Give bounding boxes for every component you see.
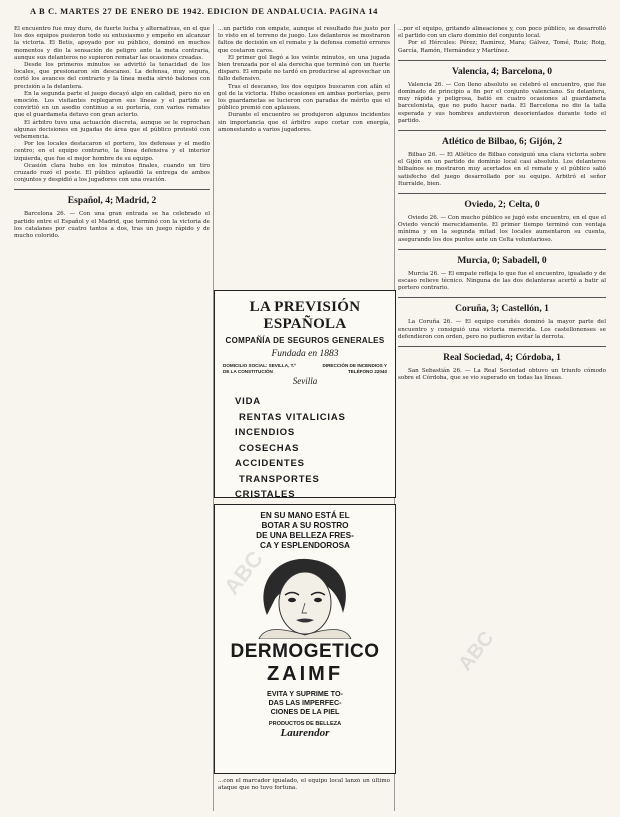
abc-watermark: ABC bbox=[454, 627, 499, 676]
article-paragraph: ...por el equipo, gritando alineaciones y, con poco público, se desarrolló el partido con un claro dominio del conjunto local. bbox=[398, 26, 606, 40]
divider bbox=[14, 189, 210, 190]
product-item: COSECHAS bbox=[239, 442, 300, 454]
article-paragraph: San Sebastián 26. — La Real Sociedad obtuvo un triunfo cómodo sobre el Córdoba, que se vio superado en todas las líneas. bbox=[398, 368, 606, 382]
divider bbox=[398, 60, 606, 61]
article-paragraph: ...con el marcador igualado, el equipo local lanzó un último ataque que no tuvo fortuna. bbox=[218, 778, 390, 792]
divider bbox=[398, 346, 606, 347]
article-paragraph: Barcelona 26. — Con una gran entrada se ha celebrado el partido entre el Español y el Madrid, que terminó con la victoria de los catalanes por cuatro tantos a dos, tras un juego rápido y de mucho colorido. bbox=[14, 211, 210, 240]
ad-pitch-line: EVITA Y SUPRIME TO- bbox=[267, 689, 343, 698]
ad-address: DOMICILIO SOCIAL: SEVILLA, T.º DE LA CONSTITUCIÓN bbox=[223, 363, 296, 374]
ad-headline bbox=[215, 511, 395, 551]
cosmetic-advert bbox=[214, 504, 396, 774]
ad-products-label: PRODUCTOS DE BELLEZA bbox=[268, 721, 342, 727]
divider bbox=[398, 249, 606, 250]
ad-headline-line: CA Y ESPLENDOROSA bbox=[260, 541, 350, 550]
product-item: CRISTALES bbox=[235, 489, 296, 501]
divider bbox=[398, 297, 606, 298]
product-item: ACCIDENTES bbox=[235, 458, 305, 470]
match-headline: Oviedo, 2; Celta, 0 bbox=[464, 200, 540, 211]
insurance-advert bbox=[214, 290, 396, 501]
product-item: RENTAS VITALICIAS bbox=[239, 411, 346, 423]
ad-brand-maker: ZAIMF bbox=[266, 663, 344, 685]
article-paragraph: Por los locales destacaron el portero, los defensas y el medio centro; en el equipo contrario, la línea defensiva y el interior izquierda, que fue el mejor hombre de su equipo. bbox=[14, 141, 210, 162]
page-header: A B C. MARTES 27 DE ENERO DE 1942. EDICION DE ANDALUCIA. PAGINA 14 bbox=[30, 6, 379, 16]
ad-title: LA PREVISIÓN ESPAÑOLA bbox=[249, 299, 361, 332]
article-paragraph: Bilbao 26. — El Atlético de Bilbao consiguió una clara victoria sobre el Gijón en un partido de dominio local casi absoluto. Los delanteros bilbaínos se mostraron muy acertados en el remate y el público salió satisfecho del juego desarrollado por su equipo. Arbitró el señor Iturralde, bien. bbox=[398, 152, 606, 187]
article-paragraph: Durante el encuentro se produjeron algunos incidentes sin importancia que el árbitro supo cortar con energía, amonestando a varios jugadores. bbox=[218, 112, 390, 133]
match-headline: Murcia, 0; Sabadell, 0 bbox=[457, 255, 547, 266]
ad-phone: DIRECCIÓN DE INCENDIOS Y TELÉFONO 22040 bbox=[322, 363, 387, 374]
product-item: VIDA bbox=[235, 396, 261, 408]
article-paragraph: La Coruña 26. — El equipo coruñés dominó la mayor parte del encuentro y consiguió una victoria merecida. Los castellonenses se defendieron con orden, pero no pudieron evitar la derrota. bbox=[398, 319, 606, 340]
ad-headline-line: DE UNA BELLEZA FRES- bbox=[256, 531, 354, 540]
middle-column-bottom-text bbox=[218, 778, 390, 814]
woman-portrait-illustration bbox=[245, 555, 365, 639]
article-paragraph: El encuentro fue muy duro, de fuerte lucha y alternativas, en el que los dos equipos pusieron todo su entusiasmo y empeño en alcanzar la victoria. El Betis, apoyado por su público, dominó en muchos momentos y dio la sensación de peligro ante la meta contraria, aunque sus delanteros no supieron rematar las ocasiones creadas. bbox=[14, 26, 210, 61]
ad-subtitle: COMPAÑÍA DE SEGUROS GENERALES bbox=[225, 336, 385, 345]
ad-founded: Fundada en 1883 bbox=[271, 349, 339, 359]
match-headline: Coruña, 3; Castellón, 1 bbox=[455, 304, 549, 315]
article-paragraph: El árbitro tuvo una actuación discreta, aunque se le reprochan algunas decisiones en jugadas de área que el público protestó con vehemencia. bbox=[14, 119, 210, 141]
ad-brand-name: DERMOGETICO bbox=[230, 641, 380, 662]
ad-headline-line: EN SU MANO ESTÁ EL bbox=[260, 511, 350, 520]
article-paragraph: Oviedo 26. — Con mucho público se jugó este encuentro, en el que el Oviedo venció merecidamente. El primer tiempo terminó con ventaja mínima y en la segunda mitad los locales aumentaron su cuenta, asegurando los dos puntos ante un Celta voluntarioso. bbox=[398, 215, 606, 243]
ad-city: Sevilla bbox=[292, 376, 318, 387]
right-column bbox=[398, 26, 606, 382]
article-paragraph: Ocasión clara hubo en los minutos finales, cuando un tiro cruzado rozó el poste. El público aplaudió la entrega de ambos conjuntos y despidió a los jugadores con una ovación. bbox=[14, 162, 210, 184]
product-item: TRANSPORTES bbox=[239, 473, 320, 485]
article-paragraph: Valencia 26. — Con lleno absoluto se celebró el encuentro, que fue dominado de principio a fin por el conjunto valenciano. Su delantera, muy rápida y peligrosa, batió en cuatro ocasiones al guardameta barcelonista, que no pudo hacer nada. El Barcelona no dio la talla esperada y sus hombres anduvieron desorientados durante todo el partido. bbox=[398, 81, 606, 124]
divider bbox=[398, 130, 606, 131]
match-headline: Atlético de Bilbao, 6; Gijón, 2 bbox=[441, 137, 563, 148]
middle-column-text bbox=[218, 26, 390, 282]
product-item: INCENDIOS bbox=[235, 427, 295, 439]
ad-pitch-line: DAS LAS IMPERFEC- bbox=[268, 698, 342, 707]
article-paragraph: Desde los primeros minutos se advirtió la tenacidad de los locales, que presionaron sin descanso. La defensa, muy segura, cortó los avances del contrario y la línea media sirvió balones con precisión a la delantera. bbox=[14, 62, 210, 90]
article-paragraph: Por el Hércules: Pérez; Ramírez, Mara; Gálvez, Tomé, Ruiz; Roig, García, Ramón, Hernández y Martínez. bbox=[398, 40, 606, 54]
article-paragraph: El primer gol llegó a los veinte minutos, en una jugada bien trenzada por el ala derecha que terminó con un fuerte disparo. El empate no tardó en producirse al aprovechar un fallo defensivo. bbox=[218, 54, 390, 83]
ad-pitch-line: CIONES DE LA PIEL bbox=[270, 707, 340, 716]
ad-pitch bbox=[215, 689, 395, 716]
left-column bbox=[14, 26, 210, 240]
article-paragraph: ...un partido con empate, aunque el resultado fue justo por lo visto en el terreno de juego. Los delanteros se mostraron faltos de decisión en el remate y la defensa cometió errores que costaron caros. bbox=[218, 26, 390, 54]
ad-headline-line: BOTAR A SU ROSTRO bbox=[261, 521, 349, 530]
match-headline: Español, 4; Madrid, 2 bbox=[67, 196, 157, 207]
insurance-products-list bbox=[235, 394, 395, 503]
article-paragraph: En la segunda parte el juego decayó algo en calidad, pero no en emoción. Los visitantes replegaron sus líneas y el partido se convirtió en un asedio continuo a su portería, con varios remates que el guardameta detuvo con gran acierto. bbox=[14, 90, 210, 119]
divider bbox=[398, 193, 606, 194]
match-headline: Real Sociedad, 4; Córdoba, 1 bbox=[443, 353, 561, 364]
article-paragraph: Tras el descanso, los dos equipos buscaron con afán el gol de la victoria. Hubo ocasiones en ambas porterías, pero los guardametas se lucieron con paradas de mérito que el público premió con aplausos. bbox=[218, 83, 390, 112]
article-paragraph: Murcia 26. — El empate refleja lo que fue el encuentro, igualado y de escaso relieve técnico. Ninguna de las dos delanteras acertó a batir al portero contrario. bbox=[398, 270, 606, 292]
match-headline: Valencia, 4; Barcelona, 0 bbox=[451, 66, 552, 77]
ad-laboratory: Laurendor bbox=[280, 727, 330, 739]
